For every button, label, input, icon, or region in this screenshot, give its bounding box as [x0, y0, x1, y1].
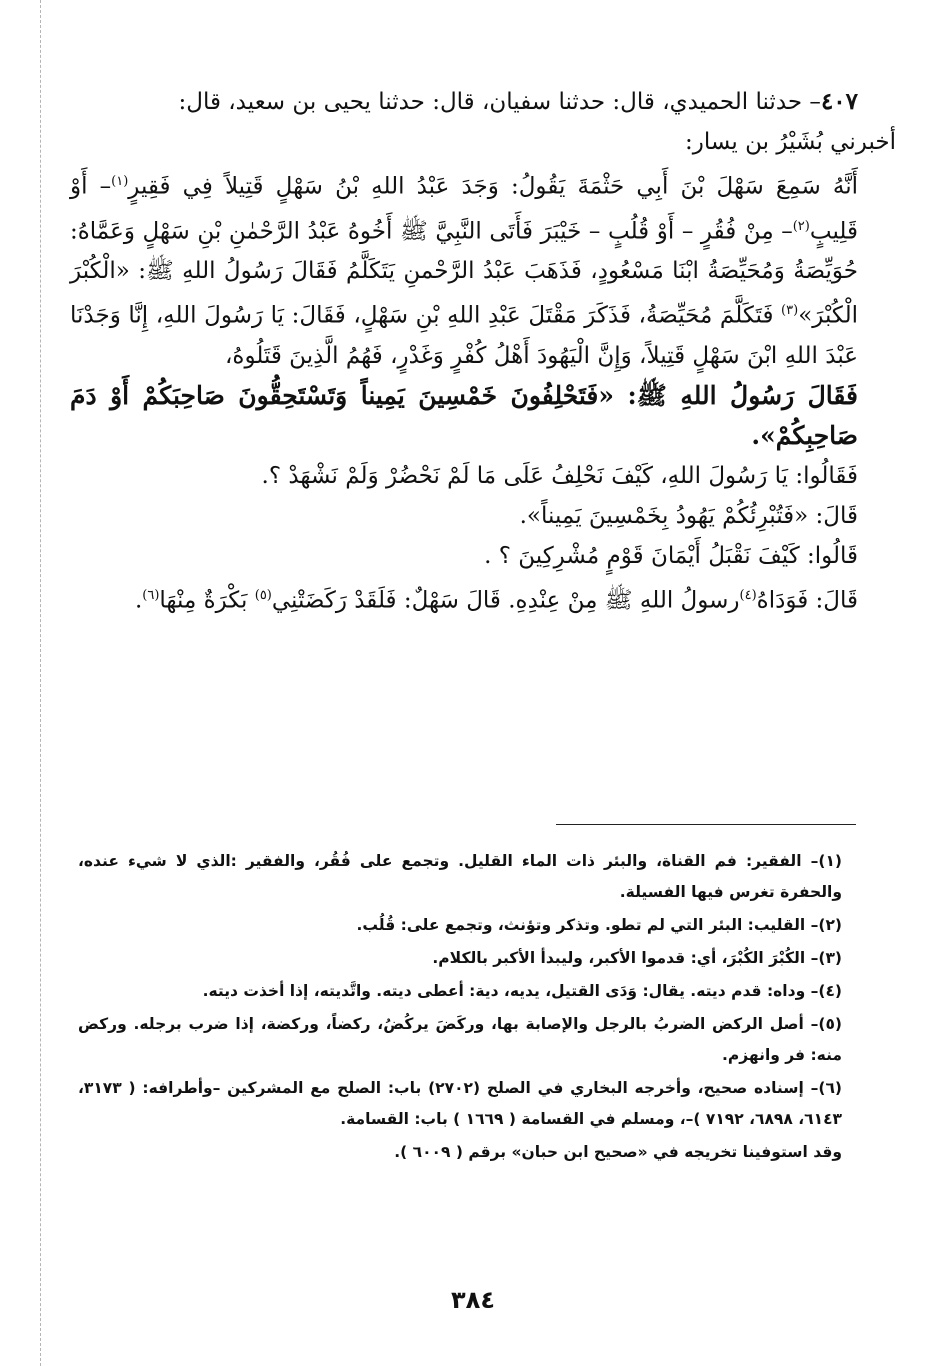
- page-number: ٣٨٤: [451, 1286, 495, 1314]
- companions-reply-2: قَالُوا: كَيْفَ نَقْبَلُ أَيْمَانَ قَوْمٍ مُشْرِكِينَ ؟ .: [484, 542, 858, 569]
- footnote-separator: [556, 824, 856, 825]
- isnad-text-1: – حدثنا الحميدي، قال: حدثنا سفيان، قال: حدثنا يحيى بن سعيد، قال:: [178, 89, 821, 115]
- scan-binding-line: [40, 0, 41, 1366]
- closing-line: [70, 576, 896, 621]
- footnote-ref-5: (٥): [254, 587, 272, 603]
- footnote-6: (٦)– إسناده صحيح، وأخرجه البخاري في الصلح (٢٧٠٢) باب: الصلح مع المشركين –وأطرافه: ( ٣١٧٣، ٦١٤٣، ٦٨٩٨، ٧١٩٢ )–، ومسلم في القسامة ( ١٦٦٩ ) باب: القسامة.: [78, 1079, 842, 1128]
- footnote-4: (٤)– وداه: قدم ديته. يقال: وَدَى القتيل، يديه، دية: أعطى ديته. واتَّديته، إذا أخذت ديته.: [202, 982, 842, 1000]
- closing-text-a: قَالَ: فَوَدَاهُ: [756, 587, 858, 614]
- footnote-1: (١)– الفقير: فم القناة، والبئر ذات الماء القليل. وتجمع على فُقُر، والفقير :الذي لا شيء عنده، والحفرة تغرس فيها الفسيلة.: [78, 852, 842, 901]
- isnad-line: [70, 82, 896, 122]
- prophet-saying-line: فَقَالَ رَسُولُ اللهِ ﷺ: «فَتَحْلِفُونَ خَمْسِينَ يَمِيناً وَتَسْتَحِقُّونَ صَاحِبَكُمْ أَوْ دَمَ صَاحِبِكُمْ».: [70, 380, 858, 450]
- matn-text-4: فَتَكَلَّمَ مُحَيِّصَةُ، فَذَكَرَ مَقْتَلَ عَبْدِ اللهِ بْنِ سَهْلٍ، فَقَالَ: يَا رَسُولَ اللهِ، إِنَّا وَجَدْنَا عَبْدَ اللهِ ابْنَ سَهْلٍ قَتِيلاً، وَإِنَّ الْيَهُودَ أَهْلُ كُفْرٍ وَغَدْرٍ، فَهُمُ الَّذِينَ قَتَلُوهُ،: [70, 302, 858, 369]
- hadith-text: [70, 82, 896, 621]
- isnad-line-2: أخبرني بُشَيْرُ بن يسار:: [685, 129, 896, 155]
- matn-paragraph: [70, 162, 896, 376]
- prophet-saying-line-2: قَالَ: «فَتُبْرِئُكُمْ يَهُودُ بِخَمْسِينَ يَمِيناً».: [519, 502, 858, 529]
- matn-text-1: أَنَّهُ سَمِعَ سَهْلَ بْنَ أَبِي حَثْمَةَ يَقُولُ: وَجَدَ عَبْدُ اللهِ بْنُ سَهْلٍ قَتِيلاً فِي فَقِيرٍ: [128, 173, 858, 200]
- footnote-3: (٣)– الكُبْرَ الكُبْرَ، أي: قدموا الأكبر، وليبدأ الأكبر بالكلام.: [432, 949, 842, 967]
- hadith-number: ٤٠٧: [820, 88, 858, 115]
- footnote-ref-6: (٦): [142, 587, 160, 603]
- footnote-ref-2: (٢): [792, 218, 810, 234]
- footnote-ref-3: (٣): [781, 303, 799, 319]
- footnote-ref-1: (١): [111, 174, 129, 189]
- companions-reply-1: فَقَالُوا: يَا رَسُولَ اللهِ، كَيْفَ نَحْلِفُ عَلَى مَا لَمْ نَحْضُرْ وَلَمْ نَشْهَدْ ؟.: [261, 462, 858, 489]
- closing-text-b: رسولُ اللهِ ﷺ مِنْ عِنْدِهِ. قَالَ سَهْلٌ: فَلَقَدْ رَكَضَتْنِي: [271, 587, 740, 614]
- matn-text-2: – أَوْ قَلِيبٍ: [70, 173, 858, 245]
- footnote-5: (٥)– أصل الركض الضربُ بالرجل والإصابة بها، وركَضَ يركُضُ، ركضاً، وركضة، إذا ضرب برجله. وركض منه: فر وانهزم.: [78, 1015, 842, 1064]
- matn-text-3: – مِنْ فُقُرٍ – أَوْ قُلُبٍ – خَيْبَرَ فَأَتَى النَّبِيَّ ﷺ أَخُوهُ عَبْدُ الرَّحْمٰنِ بْنِ سَهْلٍ وَعَمَّاهُ: حُوَيِّصَةُ وَمُحَيِّصَةُ ابْنَا مَسْعُودٍ، فَذَهَبَ عَبْدُ الرَّحْمنِ يَتَكَلَّمُ فَقَالَ رَسُولُ اللهِ ﷺ: «الْكُبْرَ الْكُبْرَ»: [70, 218, 858, 329]
- footnote-6-continuation: وقد استوفينا تخريجه في «صحيح ابن حبان» برقم ( ٦٠٠٩ ).: [394, 1143, 842, 1161]
- footnotes: [78, 846, 864, 1170]
- footnote-ref-4: (٤): [739, 587, 757, 603]
- footnote-2: (٢)– القليب: البئر التي لم تطو. وتذكر وتؤنث، وتجمع على: قُلُب.: [356, 916, 842, 934]
- closing-text-d: .: [134, 587, 143, 614]
- closing-text-c: بَكْرَةٌ مِنْهَا: [159, 587, 255, 614]
